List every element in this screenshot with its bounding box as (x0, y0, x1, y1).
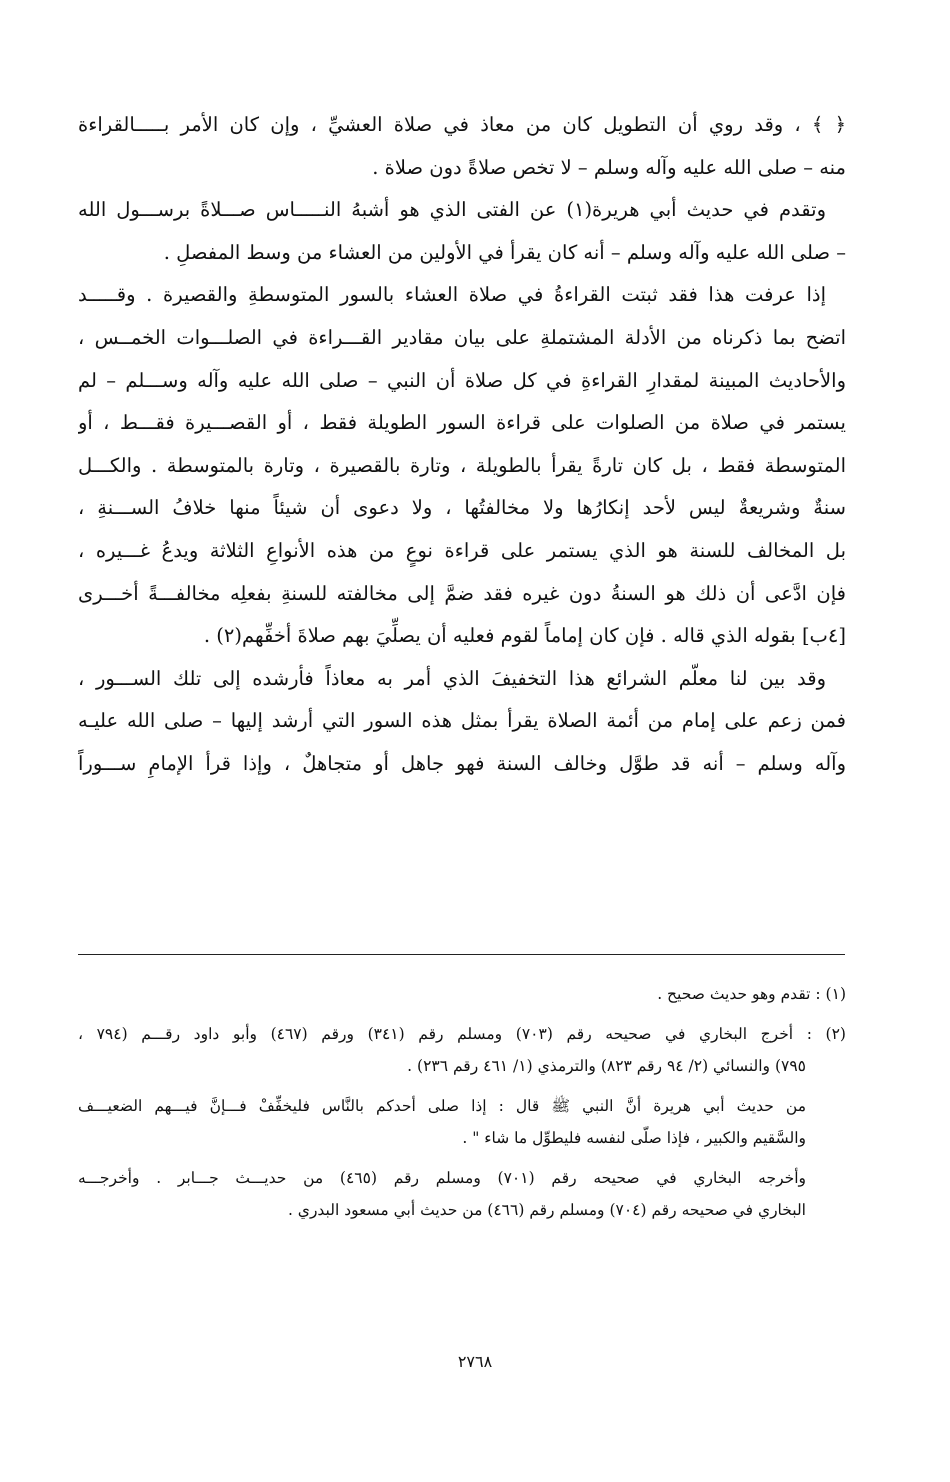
footnote-line: (٢) : أخرج البخاري في صحيحه رقم (٧٠٣) ومسلم رقم (٣٤١) ورقم (٤٦٧) وأبو داود رقـــم (٧٩٤ ، (78, 1025, 846, 1043)
text-line: يستمر في صلاة من الصلوات على قراءة السور الطويلة فقط ، أو القصـــيرة فقـــط ، أو (78, 411, 846, 435)
footnotes (78, 978, 846, 1226)
text-line: [٤ب] بقوله الذي قاله . فإن كان إماماً لقوم فعليه أن يصلِّيَ بهم صلاةَ أخفِّهم(٢) . (203, 624, 846, 648)
footnote-separator (78, 954, 845, 955)
text-line: المتوسطة فقط ، بل كان تارةً يقرأ بالطويلة ، وتارة بالقصيرة ، وتارة بالمتوسطة . والكـــل (78, 453, 846, 477)
text-line: – صلى الله عليه وآله وسلم – أنه كان يقرأ في الأولين من العشاء من وسط المفصلِ . (163, 240, 846, 264)
footnote-line: والسَّقيم والكبير ، فإذا صلّى لنفسه فليطوِّل ما شاء " . (462, 1129, 806, 1147)
text-line: فإن ادَّعى أن ذلك هو السنةُ دون غيره فقد ضمَّ إلى مخالفته للسنةِ بفعلِه مخالفـــةً أخـــرى (78, 581, 846, 605)
text-line: وقد بين لنا معلّم الشرائع هذا التخفيفَ الذي أمر به معاذاً فأرشده إلى تلك الســـور ، (78, 666, 826, 690)
text-line: وآله وسلم – أنه قد طوَّل وخالف السنة فهو جاهل أو متجاهلٌ ، وإذا قرأ الإمامِ ســـوراً (78, 751, 846, 775)
text-line: والأحاديث المبينة لمقدارِ القراءةِ في كل صلاة أن النبي – صلى الله عليه وآله وســـلم – لم (78, 368, 846, 392)
footnote-line: وأخرجه البخاري في صحيحه رقم (٧٠١) ومسلم رقم (٤٦٥) من حديـــث جـــابر . وأخرجـــه (78, 1169, 806, 1187)
text-line: اتضح بما ذكرناه من الأدلة المشتملةِ على بيان مقادير القـــراءة في الصلـــوات الخمــس ، (78, 325, 846, 349)
text-line: وتقدم في حديث أبي هريرة(١) عن الفتى الذي هو أشبهُ النـــــاس صـــلاةً برســـول الله (78, 198, 827, 222)
footnote-line: ٧٩٥) والنسائي (٢/ ٩٤ رقم ٨٢٣) والترمذي (١/ ٤٦١ رقم ٢٣٦) . (407, 1057, 806, 1075)
text-line: سنةٌ وشريعةٌ ليس لأحد إنكارُها ولا مخالفتُها ، ولا دعوى أن شيئاً منها خلافُ الســـنةِ ، (78, 496, 846, 520)
text-line: بل المخالف للسنة هو الذي يستمر على قراءة نوعٍ من هذه الأنواعِ الثلاثة ويدعُ غـــيره ، (78, 538, 846, 562)
footnote-line: البخاري في صحيحه رقم (٧٠٤) ومسلم رقم (٤٦٦) من حديث أبي مسعود البدري . (287, 1201, 806, 1219)
footnote-line: من حديث أبي هريرة أنَّ النبي ﷺ قال : إذا صلى أحدكم بالنَّاس فليخفِّفْ فـــإنَّ فيـــهم الضعيـــف (78, 1097, 806, 1115)
text-line: منه – صلى الله عليه وآله وسلم – لا تخص صلاةً دون صلاة . (372, 155, 846, 179)
text-line: فمن زعم على إمام من أئمة الصلاة يقرأ بمثل هذه السور التي أرشد إليها – صلى الله عليـه (78, 709, 846, 733)
text-line: ﴿ ﴾ ، وقد روي أن التطويل كان من معاذ في صلاة العشيِّ ، وإن كان الأمر بـــــالقراءة (78, 113, 846, 136)
footnote-line: (١) : تقدم وهو حديث صحيح . (657, 985, 846, 1003)
text-line: إذا عرفت هذا فقد ثبتت القراءةُ في صلاة العشاء بالسور المتوسطةِ والقصيرة . وقـــــد (78, 283, 826, 307)
main-text-body (78, 104, 846, 786)
page-number: ٢٧٦٨ (457, 1352, 493, 1371)
